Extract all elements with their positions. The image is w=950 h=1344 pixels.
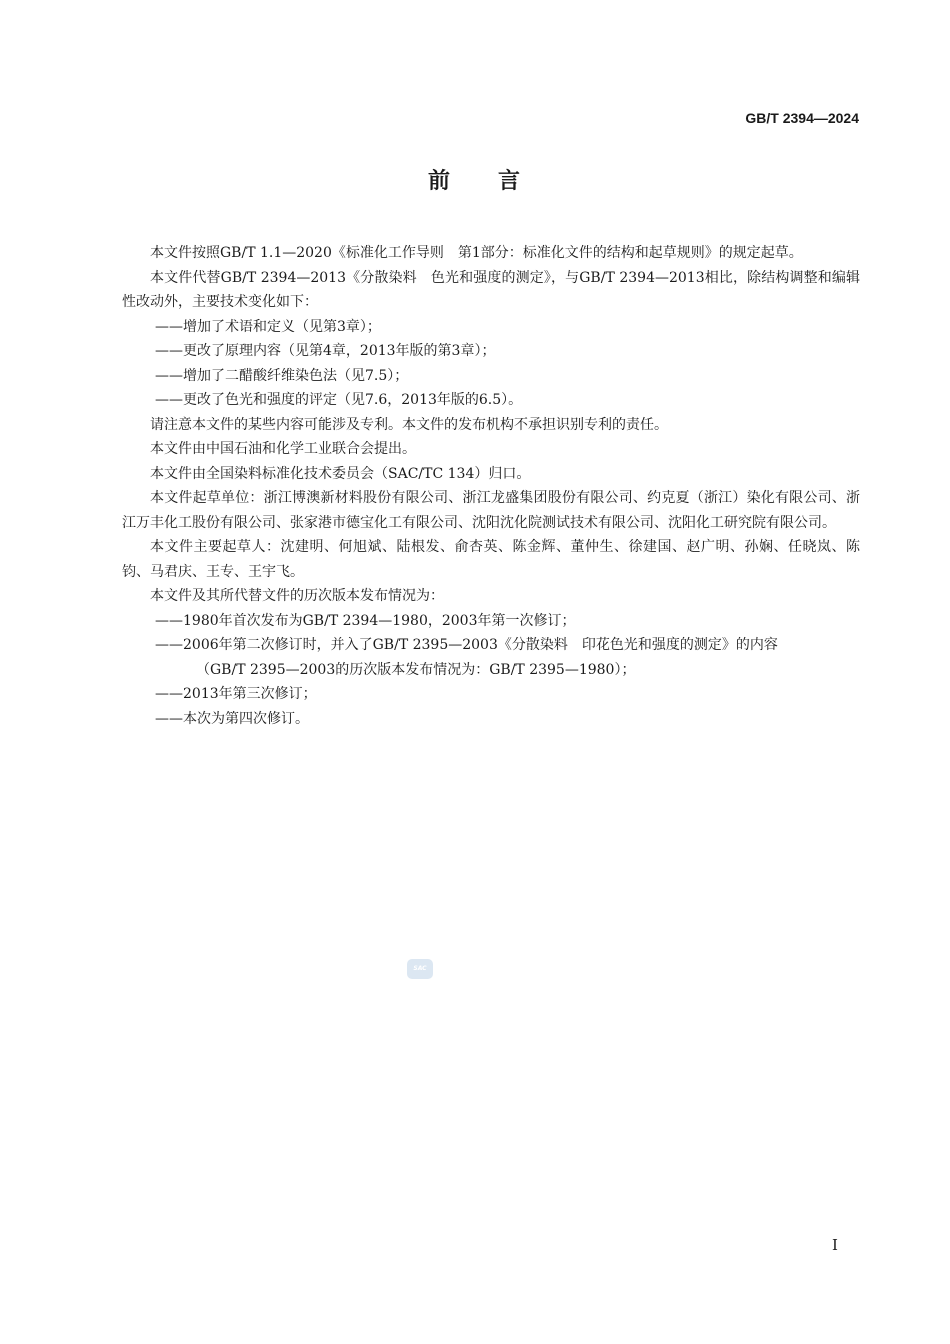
sac-watermark-logo: SAC (407, 959, 433, 979)
paragraph-replacement: 本文件代替GB/T 2394—2013《分散染料 色光和强度的测定》，与GB/T 2394—2013相比，除结构调整和编辑性改动外，主要技术变化如下： (122, 269, 860, 310)
paragraph-proposer: 本文件由中国石油和化学工业联合会提出。 (150, 441, 416, 457)
paragraph-patent-notice: 请注意本文件的某些内容可能涉及专利。本文件的发布机构不承担识别专利的责任。 (150, 416, 668, 433)
title-char-2: 言 (498, 169, 523, 194)
paragraph-drafting-units: 本文件起草单位：浙江博澳新材料股份有限公司、浙江龙盛集团股份有限公司、约克夏（浙江）染化有限公司、浙江万丰化工股份有限公司、张家港市德宝化工有限公司、沈阳沈化院测试技术有限公司、沈阳化工研究院有限公司。 (122, 490, 860, 531)
list-item: ——更改了原理内容（见第4章，2013年版的第3章）； (155, 343, 496, 359)
list-item: ——增加了二醋酸纤维染色法（见7.5）； (155, 367, 409, 384)
title-char-1: 前 (427, 169, 452, 194)
paragraph-committee: 本文件由全国染料标准化技术委员会（SAC/TC 134）归口。 (150, 465, 531, 482)
list-item: ——本次为第四次修订。 (155, 710, 309, 727)
list-item: ——增加了术语和定义（见第3章）； (155, 318, 381, 335)
paragraph-drafters: 本文件主要起草人：沈建明、何旭斌、陆根发、俞杏英、陈金辉、董仲生、徐建国、赵广明、孙娴、任晓岚、陈钧、马君庆、王专、王宇飞。 (122, 539, 860, 580)
list-item-continuation: （GB/T 2395—2003的历次版本发布情况为：GB/T 2395—1980）； (196, 661, 636, 678)
list-item: ——2006年第二次修订时，并入了GB/T 2395—2003《分散染料 印花色光和强度的测定》的内容 (155, 637, 778, 653)
list-item: ——1980年首次发布为GB/T 2394—1980，2003年第一次修订； (155, 612, 576, 629)
page-number: I (832, 1236, 838, 1254)
foreword-body (122, 241, 860, 731)
standard-code: GB/T 2394—2024 (745, 110, 859, 126)
page-title (0, 164, 950, 195)
list-item: ——更改了色光和强度的评定（见7.6，2013年版的6.5）。 (155, 392, 523, 408)
list-item: ——2013年第三次修订； (155, 686, 317, 702)
paragraph-history: 本文件及其所代替文件的历次版本发布情况为： (150, 588, 444, 604)
paragraph-drafting-rules: 本文件按照GB/T 1.1—2020《标准化工作导则 第1部分：标准化文件的结构和起草规则》的规定起草。 (150, 245, 803, 261)
